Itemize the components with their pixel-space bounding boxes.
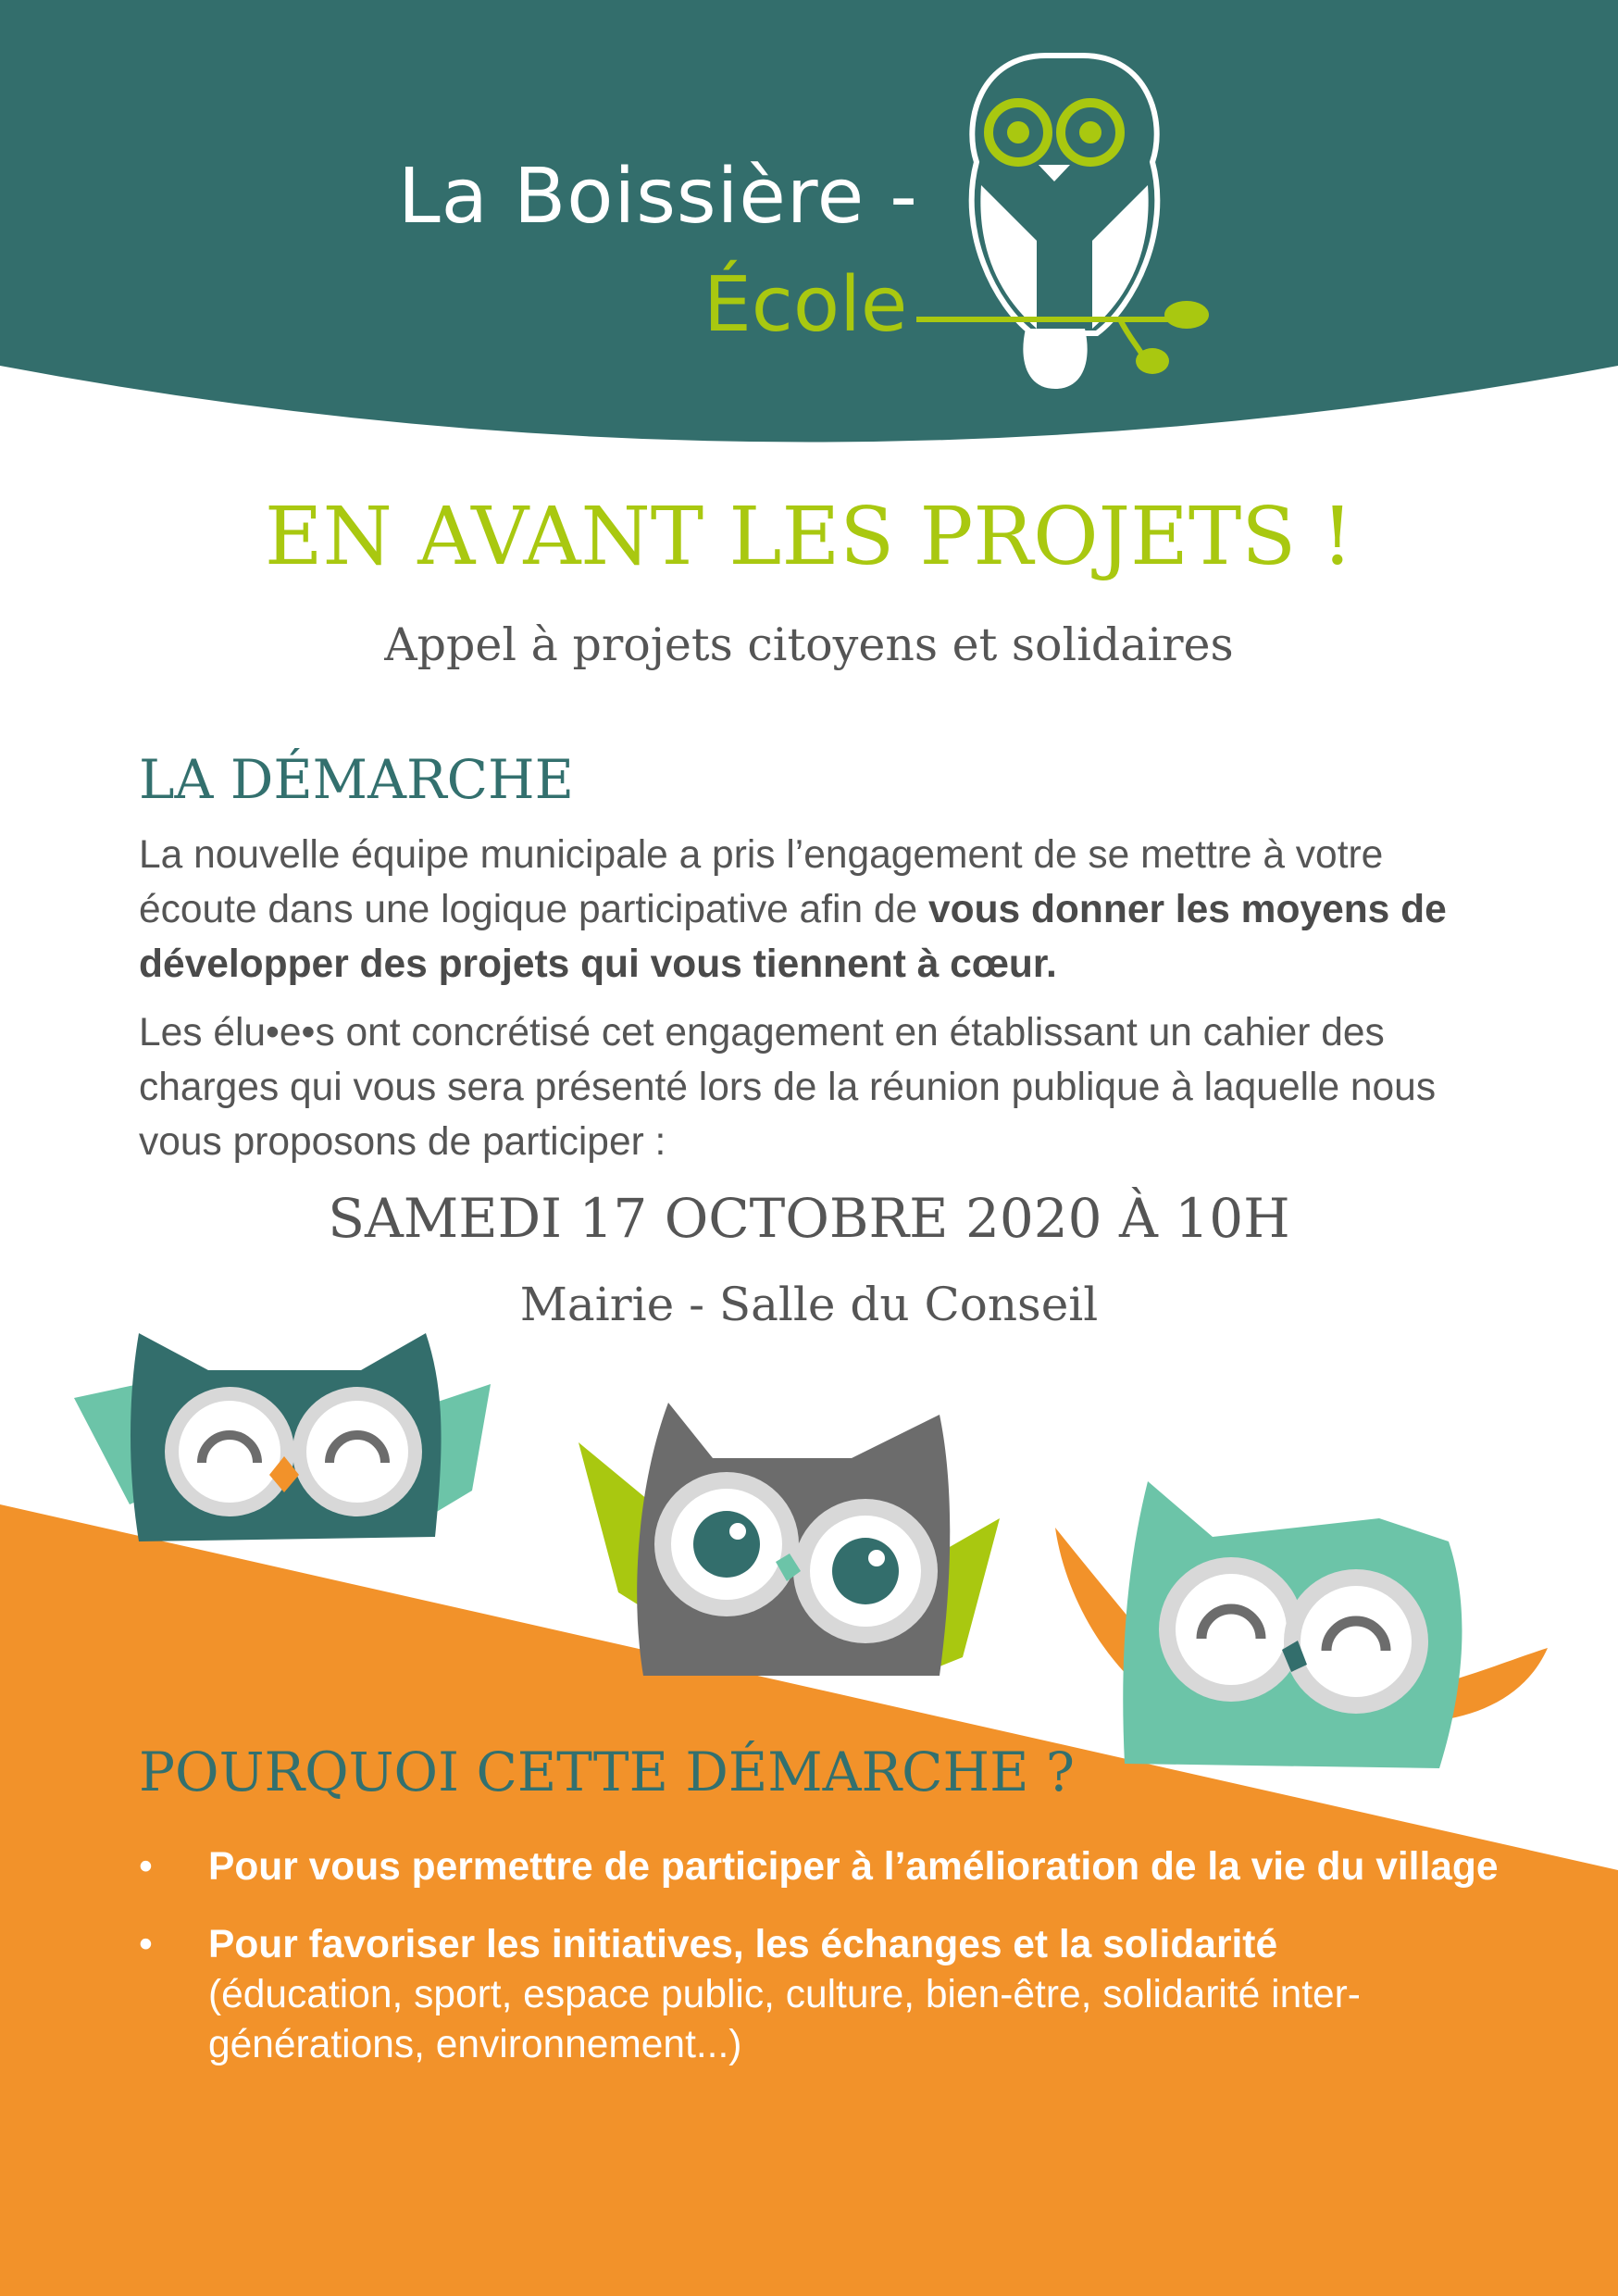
list-item [139,1920,1527,2070]
meeting-date: SAMEDI 17 OCTOBRE 2020 À 10H [328,1187,1290,1250]
paragraph-engagement-intro: La nouvelle équipe municipale a pris l’engagement de se mettre à votre écoute dans une logique participative afin de [139,833,1384,931]
section-heading-demarche: LA DÉMARCHE [139,748,574,811]
list-item-bold: Pour vous permettre de participer à l’amélioration de la vie du village [208,1845,1499,1889]
page-title: EN AVANT LES PROJETS ! [264,491,1354,583]
list-item-detail: (éducation, sport, espace public, culture, bien-être, solidarité inter-générations, environnement...) [208,1973,1361,2066]
page-subtitle: Appel à projets citoyens et solidaires [384,618,1234,671]
bullet-icon: • [139,1923,153,1966]
section-heading-pourquoi: POURQUOI CETTE DÉMARCHE ? [139,1741,1076,1803]
reasons-list [139,1842,1527,2098]
paragraph-engagement [139,828,1509,992]
owl-grey-icon [579,1403,1000,1676]
meeting-place: Mairie - Salle du Conseil [519,1278,1099,1331]
logo-name-line2: École [703,261,908,349]
list-item-bold: Pour favoriser les initiatives, les échanges et la solidarité [208,1923,1278,1966]
paragraph-engagement-highlight: vous donner les moyens de développer des projets qui vous tiennent à cœur. [139,888,1447,986]
list-item [139,1842,1527,1892]
owl-mint-icon [1055,1481,1548,1768]
bullet-icon: • [139,1845,153,1889]
paragraph-cahier-des-charges: Les élu•e•s ont concrétisé cet engagement en établissant un cahier des charges qui vous sera présenté lors de la réunion publique à laquelle nous vous proposons de participer : [139,1011,1437,1164]
owl-teal-icon [74,1333,491,1541]
logo-name-line1: La Boissière - [398,153,918,241]
